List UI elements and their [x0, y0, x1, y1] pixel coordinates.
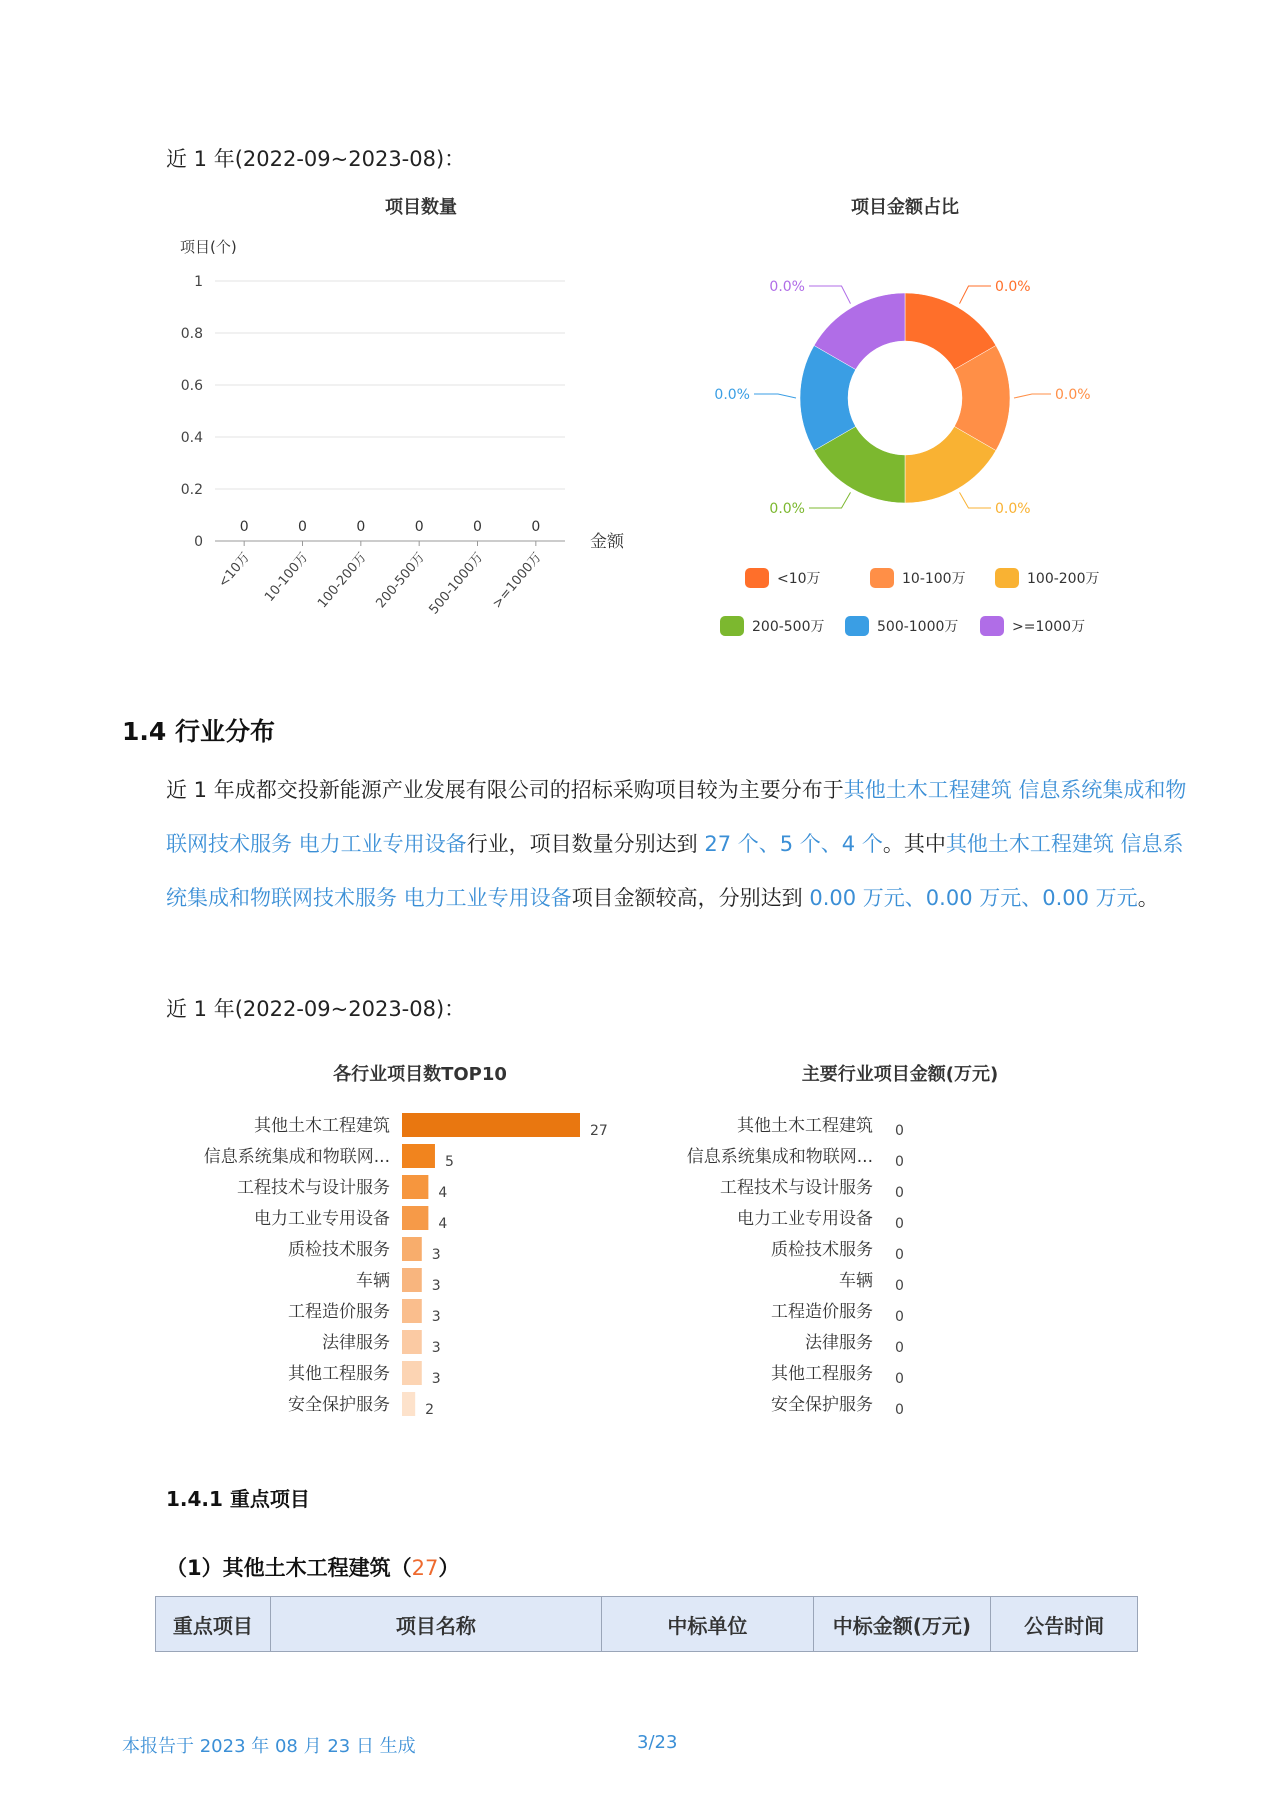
- x-axis-label: 金额: [590, 532, 624, 552]
- table-header-cell: 重点项目: [156, 1597, 271, 1652]
- table-header-row: [156, 1597, 1138, 1652]
- x-tick-label: 10-100万: [262, 549, 312, 605]
- data-label: 3: [431, 1247, 441, 1263]
- data-label: 0: [531, 519, 541, 535]
- bar: [402, 1361, 422, 1385]
- key-project-subheading: （1）其他土木工程建筑（27）: [166, 1556, 460, 1580]
- category-label: 电力工业专用设备: [254, 1209, 390, 1229]
- category-label: 工程技术与设计服务: [720, 1178, 873, 1198]
- data-label: 0: [895, 1247, 904, 1263]
- table-header-cell: 项目名称: [270, 1597, 601, 1652]
- label-line: [960, 286, 992, 304]
- data-label: 4: [438, 1216, 448, 1232]
- amount-share-donut-chart: [690, 260, 1120, 640]
- key-project-count: 27: [411, 1556, 439, 1580]
- label-line: [960, 492, 992, 508]
- data-label: 0: [414, 519, 424, 535]
- y-tick-label: 0.2: [180, 482, 203, 498]
- table-header-cell: 中标单位: [602, 1597, 814, 1652]
- chart-title-project-count: 项目数量: [385, 197, 457, 218]
- bar: [402, 1144, 435, 1168]
- section-heading-key-projects: 1.4.1 重点项目: [166, 1487, 310, 1511]
- footer-generated-date: 本报告于 2023 年 08 月 23 日 生成: [122, 1736, 416, 1757]
- data-label: 0: [239, 519, 249, 535]
- category-label: 其他土木工程建筑: [254, 1116, 390, 1136]
- data-label: 0: [473, 519, 482, 535]
- category-label: 工程技术与设计服务: [237, 1178, 390, 1198]
- legend-label: 500-1000万: [877, 619, 959, 635]
- slice-percent-label: 0.0%: [769, 501, 805, 517]
- data-label: 4: [438, 1185, 448, 1201]
- paragraph-highlight: 27 个、5 个、4 个: [704, 832, 883, 856]
- y-tick-label: 0.8: [180, 326, 203, 342]
- key-projects-table: [155, 1596, 1138, 1652]
- legend-label: >=1000万: [1012, 619, 1086, 635]
- x-tick-label: >=1000万: [489, 549, 545, 612]
- chart-title-industry-amount: 主要行业项目金额(万元): [801, 1064, 999, 1085]
- table-header-cell: 公告时间: [991, 1597, 1138, 1652]
- data-label: 2: [425, 1402, 435, 1418]
- paragraph-text: 。: [1137, 886, 1159, 910]
- data-label: 0: [895, 1278, 904, 1294]
- footer-page-number: 3/23: [637, 1732, 678, 1753]
- label-line: [809, 286, 851, 304]
- y-axis-label: 项目(个): [180, 238, 237, 256]
- slice-percent-label: 0.0%: [995, 279, 1031, 295]
- y-tick-label: 0.4: [180, 430, 203, 446]
- category-label: 法律服务: [322, 1333, 390, 1353]
- label-line: [754, 394, 796, 398]
- paragraph-highlight: 其他土木工程建筑 信息系统集成和物联网技术服务 电力工业专用设备: [166, 778, 1187, 856]
- data-label: 3: [431, 1371, 441, 1387]
- bar: [402, 1175, 428, 1199]
- category-label: 安全保护服务: [288, 1395, 390, 1415]
- x-tick-label: 100-200万: [315, 549, 370, 612]
- legend-label: 200-500万: [752, 619, 825, 635]
- bar: [402, 1237, 422, 1261]
- data-label: 3: [431, 1278, 441, 1294]
- industry-amount-bar-chart: [640, 1105, 1140, 1435]
- section-heading-industry: 1.4 行业分布: [122, 717, 275, 746]
- legend-swatch: [720, 616, 744, 636]
- label-line: [1014, 394, 1051, 398]
- data-label: 3: [431, 1340, 441, 1356]
- category-label: 车辆: [356, 1271, 390, 1291]
- category-label: 安全保护服务: [771, 1395, 873, 1415]
- category-label: 质检技术服务: [288, 1240, 390, 1260]
- data-label: 27: [590, 1123, 608, 1139]
- bar: [402, 1392, 415, 1416]
- category-label: 车辆: [839, 1271, 873, 1291]
- x-tick-label: <10万: [215, 549, 254, 591]
- chart-title-amount-share: 项目金额占比: [851, 197, 959, 218]
- bar: [402, 1330, 422, 1354]
- data-label: 0: [895, 1340, 904, 1356]
- industry-top10-bar-chart: [150, 1105, 650, 1435]
- bar: [402, 1268, 422, 1292]
- data-label: 3: [431, 1309, 441, 1325]
- x-tick-label: 200-500万: [373, 549, 429, 612]
- paragraph-highlight: 其他土木工程建筑 信息系统集成和物联网技术服务 电力工业专用设备: [166, 832, 1184, 910]
- legend-label: 100-200万: [1027, 571, 1100, 587]
- legend-swatch: [870, 568, 894, 588]
- bar: [402, 1299, 422, 1323]
- period-label: 近 1 年(2022-09~2023-08)：: [166, 997, 466, 1021]
- data-label: 0: [895, 1371, 904, 1387]
- category-label: 信息系统集成和物联网...: [203, 1147, 390, 1167]
- paragraph-text: 项目金额较高，分别达到: [571, 886, 810, 910]
- data-label: 5: [444, 1154, 454, 1170]
- paragraph-text: 近 1 年成都交投新能源产业发展有限公司的招标采购项目较为主要分布于: [166, 778, 844, 802]
- legend-swatch: [845, 616, 869, 636]
- legend-label: 10-100万: [902, 571, 966, 587]
- slice-percent-label: 0.0%: [995, 501, 1031, 517]
- paragraph-highlight: 0.00 万元、0.00 万元、0.00 万元: [809, 886, 1138, 910]
- category-label: 其他工程服务: [771, 1364, 873, 1384]
- data-label: 0: [895, 1402, 904, 1418]
- data-label: 0: [298, 519, 307, 535]
- data-label: 0: [895, 1154, 904, 1170]
- project-count-chart: [150, 225, 650, 645]
- legend-label: <10万: [777, 571, 821, 587]
- data-label: 0: [895, 1185, 904, 1201]
- table-header-cell: 中标金额(万元): [813, 1597, 991, 1652]
- bar: [402, 1206, 428, 1230]
- data-label: 0: [356, 519, 366, 535]
- category-label: 其他土木工程建筑: [737, 1116, 873, 1136]
- slice-percent-label: 0.0%: [714, 387, 750, 403]
- data-label: 0: [895, 1309, 904, 1325]
- category-label: 质检技术服务: [771, 1240, 873, 1260]
- label-line: [809, 492, 851, 508]
- bar: [402, 1113, 580, 1137]
- y-tick-label: 1: [194, 274, 203, 290]
- category-label: 信息系统集成和物联网...: [686, 1147, 873, 1167]
- industry-summary-paragraph: [166, 763, 1191, 925]
- category-label: 工程造价服务: [771, 1302, 873, 1322]
- category-label: 其他工程服务: [288, 1364, 390, 1384]
- paragraph-text: 行业，项目数量分别达到: [466, 832, 705, 856]
- x-tick-label: 500-1000万: [426, 549, 487, 618]
- period-label: 近 1 年(2022-09~2023-08)：: [166, 147, 466, 171]
- legend-swatch: [995, 568, 1019, 588]
- data-label: 0: [895, 1216, 904, 1232]
- slice-percent-label: 0.0%: [1055, 387, 1091, 403]
- data-label: 0: [895, 1123, 904, 1139]
- slice-percent-label: 0.0%: [769, 279, 805, 295]
- category-label: 法律服务: [805, 1333, 873, 1353]
- category-label: 电力工业专用设备: [737, 1209, 873, 1229]
- paragraph-text: 。其中: [882, 832, 946, 856]
- y-tick-label: 0.6: [180, 378, 203, 394]
- category-label: 工程造价服务: [288, 1302, 390, 1322]
- y-tick-label: 0: [194, 534, 203, 550]
- chart-title-industry-top10: 各行业项目数TOP10: [333, 1064, 507, 1085]
- legend-swatch: [980, 616, 1004, 636]
- legend-swatch: [745, 568, 769, 588]
